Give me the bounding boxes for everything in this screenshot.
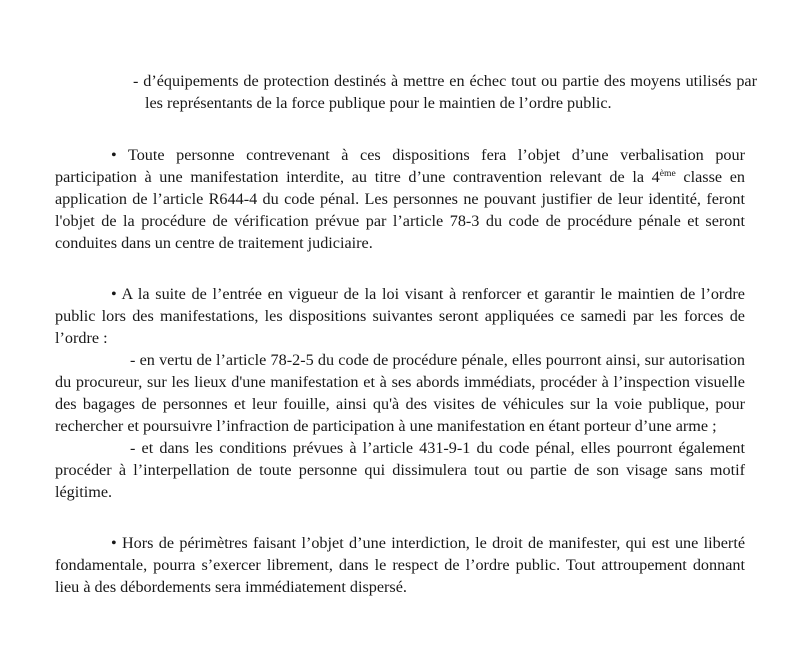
document-body (55, 70, 757, 598)
paragraph-spacer (55, 254, 745, 283)
paragraph-equipements: - d’équipements de protection destinés à mettre en échec tout ou partie des moyens utilisés par les représentants de la force publique pour le maintien de l’ordre public. (133, 72, 757, 112)
paragraph-article-78-2-5: - en vertu de l’article 78-2-5 du code de procédure pénale, elles pourront ainsi, sur autorisation du procureur, sur les lieux d'une manifestation et à ses abords immédiats, procéder à l’inspection visuelle des bagages de personnes et leur fouille, ainsi qu'à des visites de véhicules sur la voie publique, pour rechercher et poursuivre l’infraction de participation à une manifestation en étant porteur d’une arme ; (55, 351, 745, 435)
paragraph-verbalisation-text-before: • Toute personne contrevenant à ces dispositions fera l’objet d’une verbalisation pour participation à une manifestation interdite, au titre d’une contravention relevant de la 4 (55, 146, 745, 186)
paragraph-loi-maintien-ordre: • A la suite de l’entrée en vigueur de la loi visant à renforcer et garantir le maintien de l’ordre public lors des manifestations, les dispositions suivantes seront appliquées ce samedi par les forces de l’ordre : (55, 285, 745, 347)
paragraph-spacer (55, 503, 745, 532)
ordinal-superscript: ème (659, 168, 676, 179)
paragraph-spacer (55, 114, 745, 144)
paragraph-article-431-9-1: - et dans les conditions prévues à l’article 431-9-1 du code pénal, elles pourront également procéder à l’interpellation de toute personne qui dissimulera tout ou partie de son visage sans motif légitime. (55, 439, 745, 501)
paragraph-verbalisation-text-after: classe en application de l’article R644-4 du code pénal. Les personnes ne pouvant justifier de leur identité, feront l'objet de la procédure de vérification prévue par l’article 78-3 du code de procédure pénale et seront conduites dans un centre de traitement judiciaire. (55, 168, 745, 252)
paragraph-verbalisation (55, 144, 745, 254)
paragraph-droit-de-manifester: • Hors de périmètres faisant l’objet d’une interdiction, le droit de manifester, qui est une liberté fondamentale, pourra s’exercer librement, dans le respect de l’ordre public. Tout attroupement donnant lieu à des débordements sera immédiatement dispersé. (55, 534, 745, 596)
